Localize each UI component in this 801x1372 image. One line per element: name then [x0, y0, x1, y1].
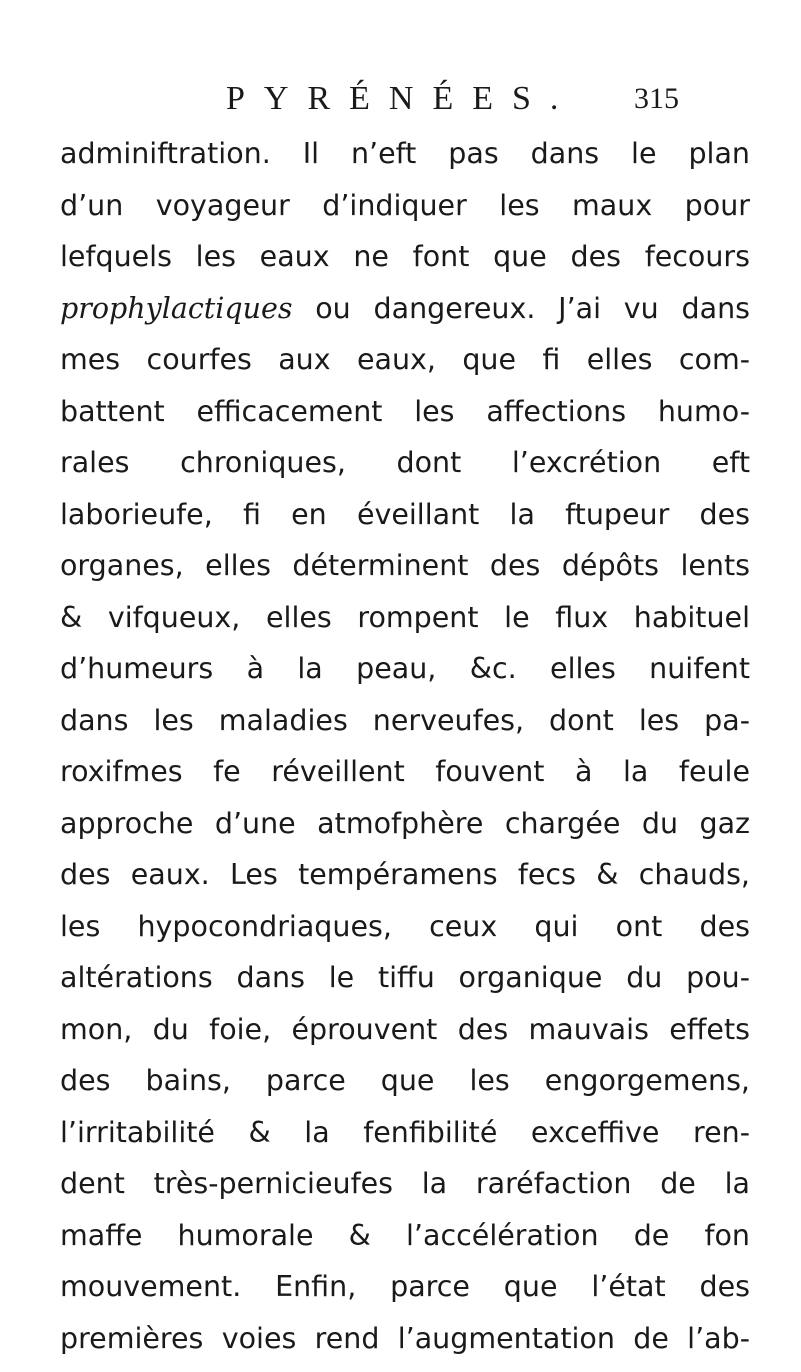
text-line: & vifqueux, elles rompent le flux habituel — [60, 600, 750, 634]
text-line: laborieufe, fi en éveillant la ftupeur des — [60, 497, 750, 531]
text-line: les hypocondriaques, ceux qui ont des — [60, 909, 750, 943]
text-line: dent très-pernicieufes la raréfaction de la — [60, 1167, 750, 1200]
text-line: l’irritabilité & la fenfibilité exceffive ren- — [60, 1115, 750, 1149]
text-line: organes, elles déterminent des dépôts lents — [60, 549, 750, 582]
text-line: maffe humorale & l’accélération de fon — [60, 1218, 750, 1252]
text-line: battent efficacement les affections humo- — [60, 394, 750, 428]
running-head — [0, 74, 801, 124]
text-line: approche d’une atmofphère chargée du gaz — [60, 806, 750, 840]
italic-term: prophylactiques — [60, 291, 293, 325]
text-line: lefquels les eaux ne font que des fecours — [60, 240, 750, 273]
text-line: altérations dans le tiffu organique du pou- — [60, 961, 750, 994]
text-line: d’un voyageur d’indiquer les maux pour — [60, 188, 750, 222]
text-line: premières voies rend l’augmentation de l’ab- — [60, 1321, 750, 1355]
text-line: adminiftration. Il n’eft pas dans le plan — [60, 137, 750, 170]
text-line: des eaux. Les tempéramens fecs & chauds, — [60, 858, 750, 891]
page-number: 315 — [634, 82, 679, 115]
text-line: mes courfes aux eaux, que fi elles com- — [60, 343, 750, 376]
text-line: d’humeurs à la peau, &c. elles nuifent — [60, 652, 750, 685]
text-line: prophylactiques ou dangereux. J’ai vu dans — [60, 291, 750, 325]
running-title: PYRÉNÉES. — [226, 80, 578, 117]
text-line: des bains, parce que les engorgemens, — [60, 1064, 750, 1097]
body-text — [60, 128, 750, 1364]
text-line: dans les maladies nerveufes, dont les pa- — [60, 703, 750, 737]
text-line: rales chroniques, dont l’excrétion eft — [60, 446, 750, 479]
text-line: mouvement. Enfin, parce que l’état des — [60, 1270, 750, 1303]
text-line: mon, du foie, éprouvent des mauvais effets — [60, 1012, 750, 1046]
text-line: roxifmes fe réveillent fouvent à la feule — [60, 755, 750, 788]
